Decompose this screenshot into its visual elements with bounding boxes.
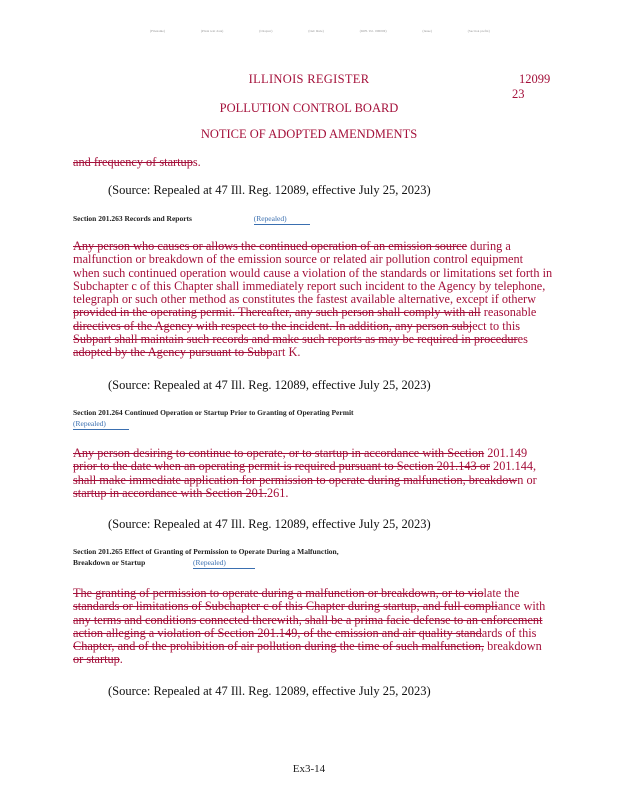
plain-text: 201.149 [484,446,528,460]
struck-text: directives of the Agency with respect to the incident. In addition, any person subj [73,318,473,333]
register-title: ILLINOIS REGISTER [248,72,370,86]
struck-text: Chapter, and of the prohibition of air pollution during the time of such malfunction, [73,639,485,654]
section-body-201-263 [73,240,593,360]
repealed-tag: (Repealed) [193,557,255,569]
text-line [73,627,593,640]
struck-text: or startup [73,652,120,667]
text-line [73,487,593,500]
document-header-line [150,29,490,33]
header-field: (Section prefix) [467,29,490,33]
struck-text: Any person who causes or allows the continued operation of an emission source [73,239,468,253]
plain-text: ance with [497,599,546,614]
plain-text: 261. [266,485,289,500]
board-name: POLLUTION CONTROL BOARD [219,101,399,115]
register-page-number: 12099 [519,72,551,86]
struck-text: shall make immediate application for permission to operate during malfunction, breakdow [73,472,518,487]
text-line [73,320,593,333]
header-field: (Plain text data) [200,29,224,33]
section-heading-text-continued: Breakdown or Startup [73,558,146,567]
header-field: (Filename) [150,29,166,33]
text-line [73,267,593,280]
struck-text: and frequency of startup [73,155,193,169]
text-line [73,280,593,293]
plain-text: during a [467,239,511,253]
struck-text: Subpart shall maintain such records and make such reports as may be required in procedur [73,332,518,347]
text-line [73,253,593,266]
section-heading-text: Section 201.263 Records and Reports [73,214,192,223]
plain-text: reasonable [480,305,537,320]
header-field: (Chapter) [259,29,273,33]
text-line [73,346,593,359]
register-year-line: 23 [512,87,525,101]
text-line [73,474,593,487]
plain-text: breakdown [484,639,542,654]
struck-text: standards or limitations of Subchapter c of this Chapter during startup, and full compli [73,599,498,614]
plain-text: ards of this [481,625,537,640]
text-line [73,293,593,306]
plain-text: es [517,332,528,347]
section-heading-201-265 [73,546,339,569]
struck-text: prior to the date when an operating permit is required pursuant to Section 201.143 or [73,459,490,474]
text-line [73,447,593,460]
struck-text: The granting of permission to operate during a malfunction or breakdown, or to vio [73,586,484,600]
header-field: (IAC Rule) [308,29,324,33]
text-line [73,460,593,473]
plain-text: Subchapter c of this Chapter shall immediately report such incident to the Agency by telephone, [73,278,546,293]
plain-text: telegraph or such other method as constitutes the fastest available alternative, except if otherw [73,292,537,307]
plain-text: late the [483,586,520,600]
plain-text: ect to this [472,318,521,333]
plain-text: s. [192,155,201,169]
text-line [73,306,593,319]
header-field: (IOH. Vol. 000000) [359,29,387,33]
section-heading-201-263 [73,213,310,225]
struck-text: action alleging a violation of Section 201.149, of the emission and air quality stand [73,625,482,640]
notice-title: NOTICE OF ADOPTED AMENDMENTS [200,127,418,141]
text-line [73,640,593,653]
text-line [73,333,593,346]
section-heading-text: Section 201.264 Continued Operation or Startup Prior to Granting of Operating Permit [73,408,354,417]
source-note: (Source: Repealed at 47 Ill. Reg. 12089, effective July 25, 2023) [108,183,431,197]
struck-text: provided in the operating permit. Thereafter, any such person shall comply with all [73,305,481,320]
page-footer: Ex3-14 [292,763,326,775]
source-note: (Source: Repealed at 47 Ill. Reg. 12089, effective July 25, 2023) [108,684,431,698]
text-line [73,614,593,627]
text-line [73,653,593,666]
plain-text: . [119,652,123,667]
section-heading-text: Section 201.265 Effect of Granting of Permission to Operate During a Malfunction, [73,547,339,556]
text-line [73,600,593,613]
text-line [73,587,593,600]
section-body-201-264 [73,447,593,500]
intro-line [73,156,593,169]
text-line [73,240,593,253]
repealed-tag: (Repealed) [73,418,129,430]
struck-text: any terms and conditions connected therewith, shall be a prima facie defense to an enforcement [73,612,543,627]
source-note: (Source: Repealed at 47 Ill. Reg. 12089, effective July 25, 2023) [108,378,431,392]
plain-text: malfunction or breakdown of the emission source or related air pollution control equipment [73,252,524,267]
plain-text: art K. [272,345,301,360]
struck-text: startup in accordance with Section 201. [73,485,267,500]
repealed-tag: (Repealed) [254,213,310,225]
plain-text: 201.144, [489,459,537,474]
struck-text: Any person desiring to continue to operate, or to startup in accordance with Section [73,446,485,460]
struck-text: adopted by the Agency pursuant to Subp [73,345,273,360]
plain-text: n or [517,472,537,487]
header-field: (Issue) [422,29,433,33]
section-heading-201-264 [73,407,354,430]
section-body-201-265 [73,587,593,667]
source-note: (Source: Repealed at 47 Ill. Reg. 12089, effective July 25, 2023) [108,517,431,531]
plain-text: when such continued operation would cause a violation of the standards or limitations set forth in [73,265,553,280]
